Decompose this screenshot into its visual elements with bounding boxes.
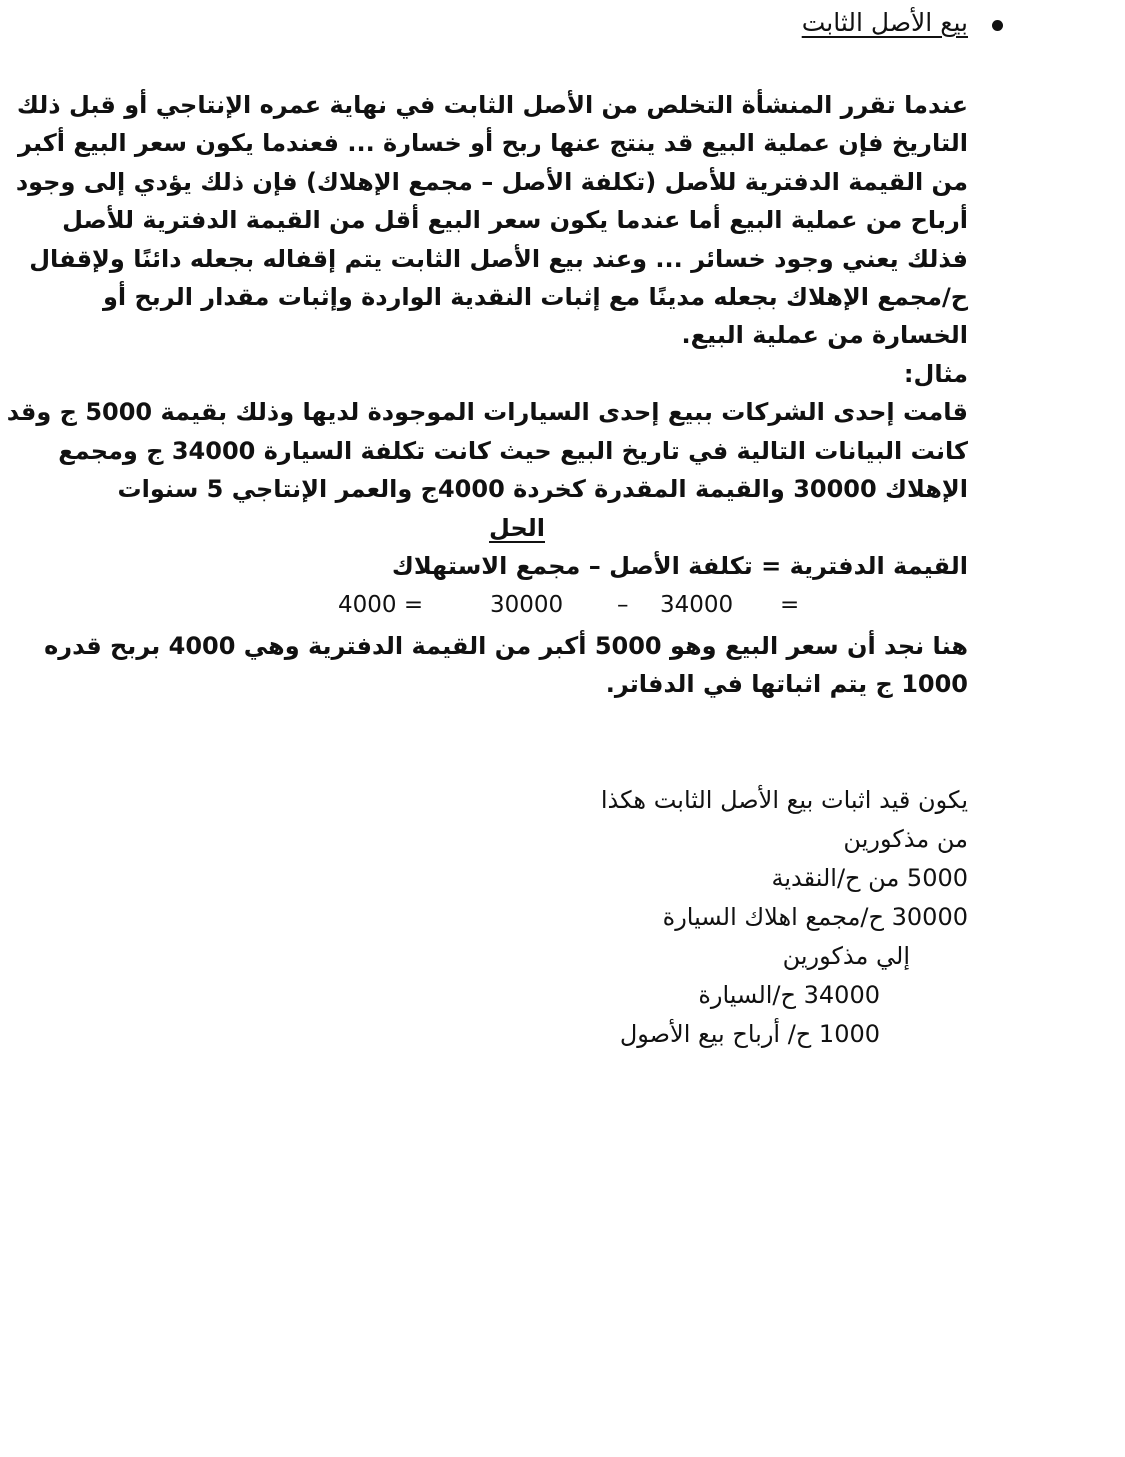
- conclusion-paragraph: [44, 627, 968, 704]
- solution-heading: الحل: [489, 514, 545, 542]
- calc-minus: –: [617, 592, 629, 618]
- book-value-formula: القيمة الدفترية = تكلفة الأصل – مجمع الاستهلاك: [391, 552, 968, 580]
- intro-line: أرباح من عملية البيع أما عندما يكون سعر البيع أقل من القيمة الدفترية للأصل: [62, 206, 968, 235]
- calc-cost: 34000: [660, 592, 734, 618]
- bullet-icon: [992, 20, 1003, 31]
- calc-depreciation: 30000: [490, 592, 564, 618]
- intro-paragraph: [6, 86, 968, 508]
- example-label: مثال:: [903, 359, 968, 388]
- journal-debit-line: 30000 ح/مجمع اهلاك السيارة: [662, 903, 968, 931]
- example-line: الإهلاك 30000 والقيمة المقدرة كخردة 4000ج والعمر الإنتاجي 5 سنوات: [117, 475, 968, 504]
- calc-result: 4000 =: [338, 592, 424, 618]
- journal-debit-header: من مذكورين: [843, 825, 968, 853]
- intro-line: التاريخ فإن عملية البيع قد ينتج عنها ربح أو خسارة ... فعندما يكون سعر البيع أكبر: [18, 129, 968, 158]
- conclusion-line: هنا نجد أن سعر البيع وهو 5000 أكبر من القيمة الدفترية وهي 4000 بربح قدره: [44, 632, 968, 660]
- intro-line: الخسارة من عملية البيع.: [681, 321, 968, 350]
- journal-credit-header: إلي مذكورين: [782, 942, 910, 970]
- conclusion-line: 1000 ج يتم اثباتها في الدفاتر.: [605, 670, 968, 699]
- intro-line: من القيمة الدفترية للأصل (تكلفة الأصل – مجمع الإهلاك) فإن ذلك يؤدي إلى وجود: [15, 167, 968, 196]
- journal-credit-line: 34000 ح/السيارة: [698, 981, 880, 1009]
- journal-debit-line: 5000 من ح/النقدية: [771, 864, 968, 892]
- intro-line: فذلك يعني وجود خسائر ... وعند بيع الأصل الثابت يتم إقفاله بجعله دائنًا ولإقفال: [29, 244, 968, 273]
- journal-credit-line: 1000 ح/ أرباح بيع الأصول: [619, 1020, 880, 1048]
- journal-intro: يكون قيد اثبات بيع الأصل الثابت هكذا: [600, 786, 968, 814]
- intro-line: عندما تقرر المنشأة التخلص من الأصل الثابت في نهاية عمره الإنتاجي أو قبل ذلك: [16, 91, 968, 119]
- section-title: بيع الأصل الثابت: [801, 8, 968, 37]
- example-line: كانت البيانات التالية في تاريخ البيع حيث كانت تكلفة السيارة 34000 ج ومجمع: [58, 436, 968, 465]
- example-line: قامت إحدى الشركات ببيع إحدى السيارات الموجودة لديها وذلك بقيمة 5000 ج وقد: [6, 398, 968, 427]
- intro-line: ح/مجمع الإهلاك بجعله مدينًا مع إثبات النقدية الواردة وإثبات مقدار الربح أو: [102, 283, 968, 312]
- calc-equals: =: [780, 592, 800, 618]
